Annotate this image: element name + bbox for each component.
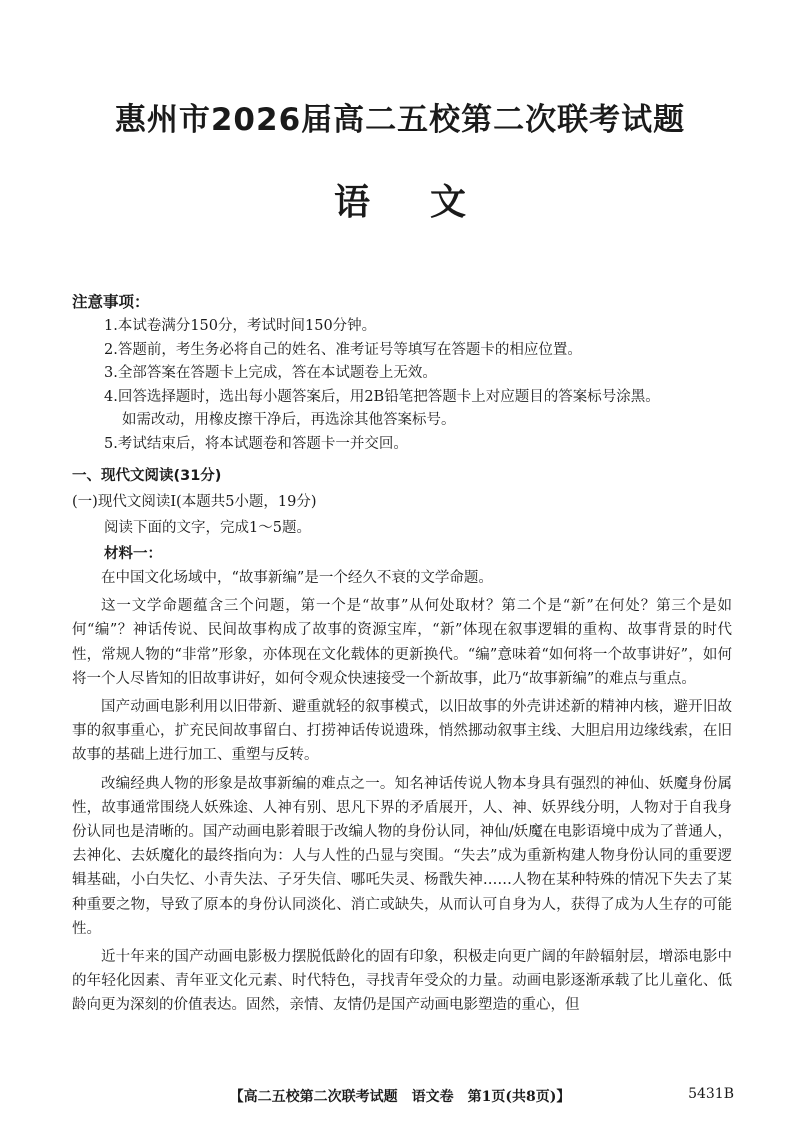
passage-paragraph: 改编经典人物的形象是故事新编的难点之一。知名神话传说人物本身具有强烈的神仙、妖魔身份属性，故事通常围绕人妖殊途、人神有别、思凡下界的矛盾展开，人、神、妖界线分明，人物对于自我身份认同也是清晰的。国产动画电影着眼于改编人物的身份认同，神仙/妖魔在电影语境中成为了普通人，去神化、去妖魔化的最终指向为：人与人性的凸显与突围。“失去”成为重新构建人物身份认同的重要逻辑基础，小白失忆、小青失法、子牙失信、哪吒失灵、杨戬失神……人物在某种特殊的情况下失去了某种重要之物，导致了原本的身份认同淡化、消亡或缺失，从而认可自身为人，获得了成为人生存的可能性。 <box>72 775 732 937</box>
subject-title: 语文 <box>333 182 526 223</box>
notice-item: 2.答题前，考生务必将自己的姓名、准考证号等填写在答题卡的相应位置。 <box>104 341 582 358</box>
notice-item: 4.回答选择题时，选出每小题答案后，用2B铅笔把答题卡上对应题目的答案标号涂黑。 <box>104 388 660 405</box>
notice-heading: 注意事项： <box>72 293 150 311</box>
passage-paragraph: 在中国文化场域中，“故事新编”是一个经久不衰的文学命题。 <box>101 570 493 586</box>
passage-paragraph: 这一文学命题蕴含三个问题，第一个是“故事”从何处取材？第二个是“新”在何处？第三个是如何“编”？神话传说、民间故事构成了故事的资源宝库，“新”体现在叙事逻辑的重构、故事背景的时代性，常规人物的“非常”形象，亦体现在文化载体的更新换代。“编”意味着“如何将一个故事讲好”，如何将一个人尽皆知的旧故事讲好，如何令观众快速接受一个新故事，此乃“故事新编”的难点与重点。 <box>72 598 732 687</box>
exam-title: 惠州市2026届高二五校第二次联考试题 <box>114 102 686 138</box>
notice-item: 3.全部答案在答题卡上完成，答在本试题卷上无效。 <box>104 365 437 381</box>
notice-item: 1.本试卷满分150分，考试时间150分钟。 <box>104 318 377 334</box>
reading-passage <box>72 566 732 1022</box>
reading-instruction: 阅读下面的文字，完成1～5题。 <box>104 520 311 536</box>
passage-paragraph: 国产动画电影利用以旧带新、避重就轻的叙事模式，以旧故事的外壳讲述新的精神内核，避开旧故事的叙事重心，扩充民间故事留白、打捞神话传说遗珠，悄然挪动叙事主线、大胆启用边缘线索，在旧故事的基础上进行加工、重塑与反转。 <box>72 699 732 764</box>
notice-list <box>104 315 754 456</box>
material-label: 材料一： <box>104 545 162 562</box>
passage-paragraph: 近十年来的国产动画电影极力摆脱低龄化的固有印象，积极走向更广阔的年龄辐射层，增添电影中的年轻化因素、青年亚文化元素、时代特色，寻找青年受众的力量。动画电影逐渐承载了比儿童化、低龄向更为深刻的价值表达。固然，亲情、友情仍是国产动画电影塑造的重心，但 <box>72 949 732 1014</box>
paper-code: 5431B <box>688 1086 734 1102</box>
notice-item: 5.考试结束后，将本试题卷和答题卡一并交回。 <box>104 435 408 452</box>
sub-section-heading: (一)现代文阅读Ⅰ(本题共5小题，19分) <box>72 494 317 510</box>
page-footer: 【高二五校第二次联考试题 语文卷 第1页(共8页)】 <box>229 1089 571 1105</box>
notice-item: 如需改动，用橡皮擦干净后，再选涂其他答案标号。 <box>122 412 456 428</box>
section-heading: 一、现代文阅读(31分) <box>72 468 222 484</box>
